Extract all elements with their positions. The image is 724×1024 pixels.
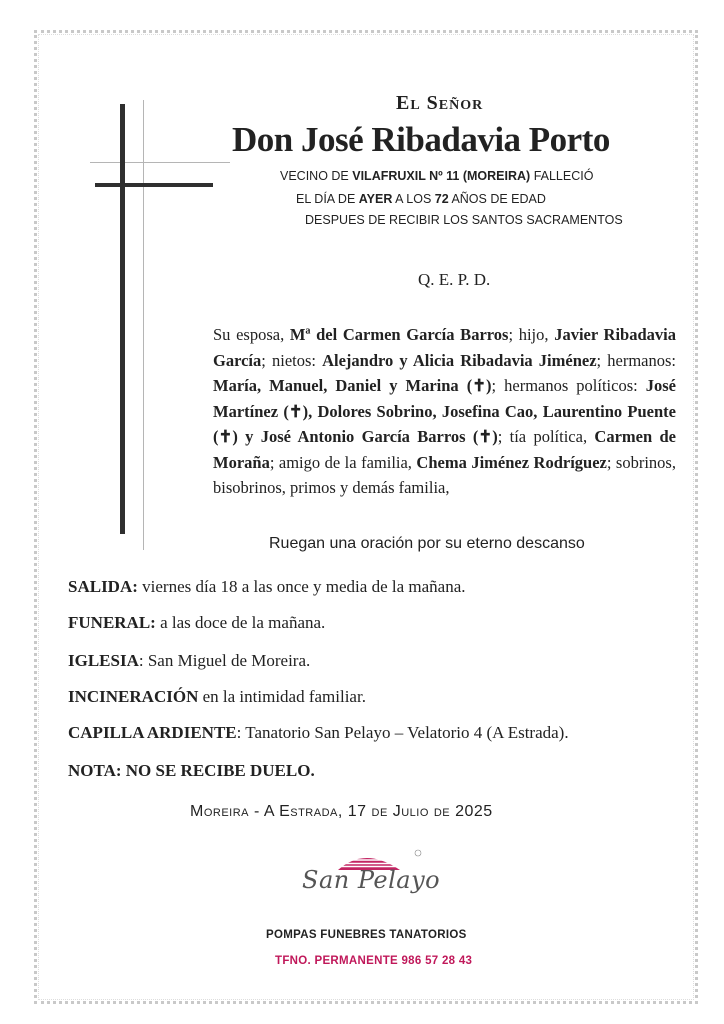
cross-bar: [95, 183, 213, 187]
cross-thin-horizontal: [90, 162, 230, 163]
title-el-senor: El Señor: [396, 92, 484, 114]
qepd: Q. E. P. D.: [418, 270, 491, 289]
deceased-name: Don José Ribadavia Porto: [232, 120, 610, 159]
salida-line: SALIDA: viernes día 18 a las once y media de la mañana.: [68, 577, 466, 596]
incineracion-line: INCINERACIÓN en la intimidad familiar.: [68, 687, 366, 706]
iglesia-line: IGLESIA: San Miguel de Moreira.: [68, 651, 311, 670]
dateline: Moreira - A Estrada, 17 de Julio de 2025: [190, 803, 493, 820]
company-name: POMPAS FUNEBRES TANATORIOS: [266, 929, 467, 941]
prayer-line: Ruegan una oración por su eterno descanso: [269, 535, 585, 552]
funeral-line: FUNERAL: a las doce de la mañana.: [68, 613, 326, 632]
phone-number: TFNO. PERMANENTE 986 57 28 43: [275, 955, 473, 967]
residence-line: VECINO DE VILAFRUXIL Nº 11 (MOREIRA) FALLECIÓ: [280, 169, 594, 183]
family-paragraph: Su esposa, Mª del Carmen García Barros; hijo, Javier Ribadavia García; nietos: Alejandro y Alicia Ribadavia Jiménez; hermanos: María, Manuel, Daniel y Marina (✝); hermanos políticos: José Martínez (✝), Dolores Sobrino, Josefina Cao, Laurentino Puente (✝) y José Antonio García Barros (✝); tía política, Carmen de Moraña; amigo de la familia, Chema Jiménez Rodríguez; sobrinos, bisobrinos, primos y demás familia,: [213, 325, 677, 497]
cross-thin-vertical: [143, 100, 144, 550]
sacraments-line: DESPUES DE RECIBIR LOS SANTOS SACRAMENTOS: [305, 213, 623, 227]
logo-text: San Pelayo: [302, 866, 441, 894]
capilla-line: CAPILLA ARDIENTE: Tanatorio San Pelayo – Velatorio 4 (A Estrada).: [68, 723, 569, 742]
nota-line: NOTA: NO SE RECIBE DUELO.: [68, 761, 315, 780]
death-line: EL DÍA DE AYER A LOS 72 AÑOS DE EDAD: [296, 192, 546, 206]
cross-icon: [120, 104, 125, 534]
